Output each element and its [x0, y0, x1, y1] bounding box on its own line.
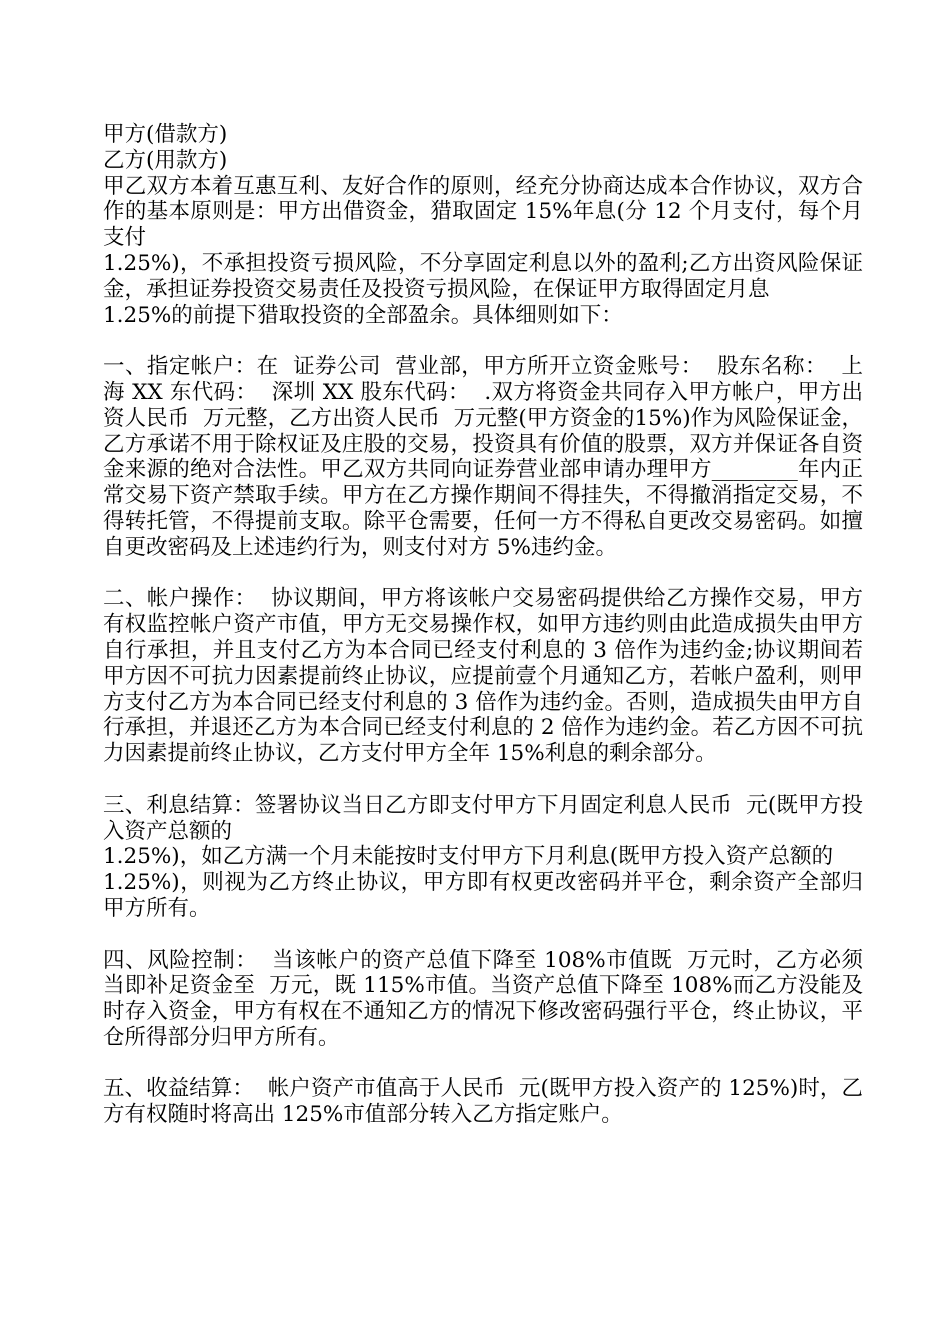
section-1-designated-account: 一、指定帐户：在 证券公司 营业部，甲方所开立资金账号： 股东名称： 上海 XX 东代码： 深圳 XX 股东代码： .双方将资金共同存入甲方帐户，甲方出资人民币 万元整，乙方出资人民币 万元整(甲方资金的15%)作为风险保证金， 乙方承诺不用于除权证及庄股的交易，投资具有价值的股票，双方并保证各自资金来源的绝对合法性。甲乙双方共同向证券营业部申请办理甲方________年内正常交易下资产禁取手续。甲方在乙方操作期间不得挂失，不得撤消指定交易，不得转托管，不得提前支取。除平仓需要，任何一方不得私自更改交易密码。如擅自更改密码及上述违约行为，则支付对方 5%违约金。 [103, 354, 877, 560]
paragraph-gap [103, 767, 863, 793]
party-b-line: 乙方(用款方) [103, 147, 228, 173]
document-page [103, 122, 877, 1128]
section-4-risk-control: 四、风险控制： 当该帐户的资产总值下降至 108%市值既 万元时，乙方必须当即补足资金至 万元，既 115%市值。当资产总值下降至 108%而乙方没能及时存入资金，甲方有权在不通知乙方的情况下修改密码强行平仓，终止协议，平仓所得部分归甲方所有。 [103, 947, 863, 1050]
party-a-line: 甲方(借款方) [103, 122, 228, 147]
paragraph-gap [103, 561, 863, 587]
section-3-interest-settlement-a: 三、利息结算：签署协议当日乙方即支付甲方下月固定利息人民币 元(既甲方投入资产总额的 [103, 792, 863, 844]
section-2-account-operation: 二、帐户操作： 协议期间，甲方将该帐户交易密码提供给乙方操作交易，甲方有权监控帐户资产市值，甲方无交易操作权，如甲方违约则由此造成损失由甲方自行承担，并且支付乙方为本合同已经支付利息的 3 倍作为违约金;协议期间若甲方因不可抗力因素提前终止协议，应提前壹个月通知乙方，若帐户盈利，则甲方支付乙方为本合同已经支付利息的 3 倍作为违约金。否则，造成损失由甲方自行承担，并退还乙方为本合同已经支付利息的 2 倍作为违约金。若乙方因不可抗力因素提前终止协议，乙方支付甲方全年 15%利息的剩余部分。 [103, 586, 863, 767]
intro-paragraph-2: 1.25%)，不承担投资亏损风险，不分享固定利息以外的盈利;乙方出资风险保证金，承担证券投资交易责任及投资亏损风险，在保证甲方取得固定月息 [103, 250, 863, 302]
section-3-interest-settlement-b: 1.25%)，如乙方满一个月未能按时支付甲方下月利息(既甲方投入资产总额的 [103, 844, 834, 870]
paragraph-gap [103, 328, 863, 354]
paragraph-gap [103, 1051, 863, 1077]
section-3-interest-settlement-c: 1.25%)，则视为乙方终止协议，甲方即有权更改密码并平仓，剩余资产全部归甲方所有。 [103, 870, 863, 921]
section-5-profit-settlement: 五、收益结算： 帐户资产市值高于人民币 元(既甲方投入资产的 125%)时，乙方有权随时将高出 125%市值部分转入乙方指定账户。 [103, 1076, 863, 1128]
intro-paragraph-1: 甲乙双方本着互惠互利、友好合作的原则，经充分协商达成本合作协议，双方合作的基本原则是：甲方出借资金，猎取固定 15%年息(分 12 个月支付，每个月支付 [103, 173, 863, 251]
paragraph-gap [103, 922, 863, 948]
intro-paragraph-3: 1.25%的前提下猎取投资的全部盈余。具体细则如下： [103, 302, 623, 328]
